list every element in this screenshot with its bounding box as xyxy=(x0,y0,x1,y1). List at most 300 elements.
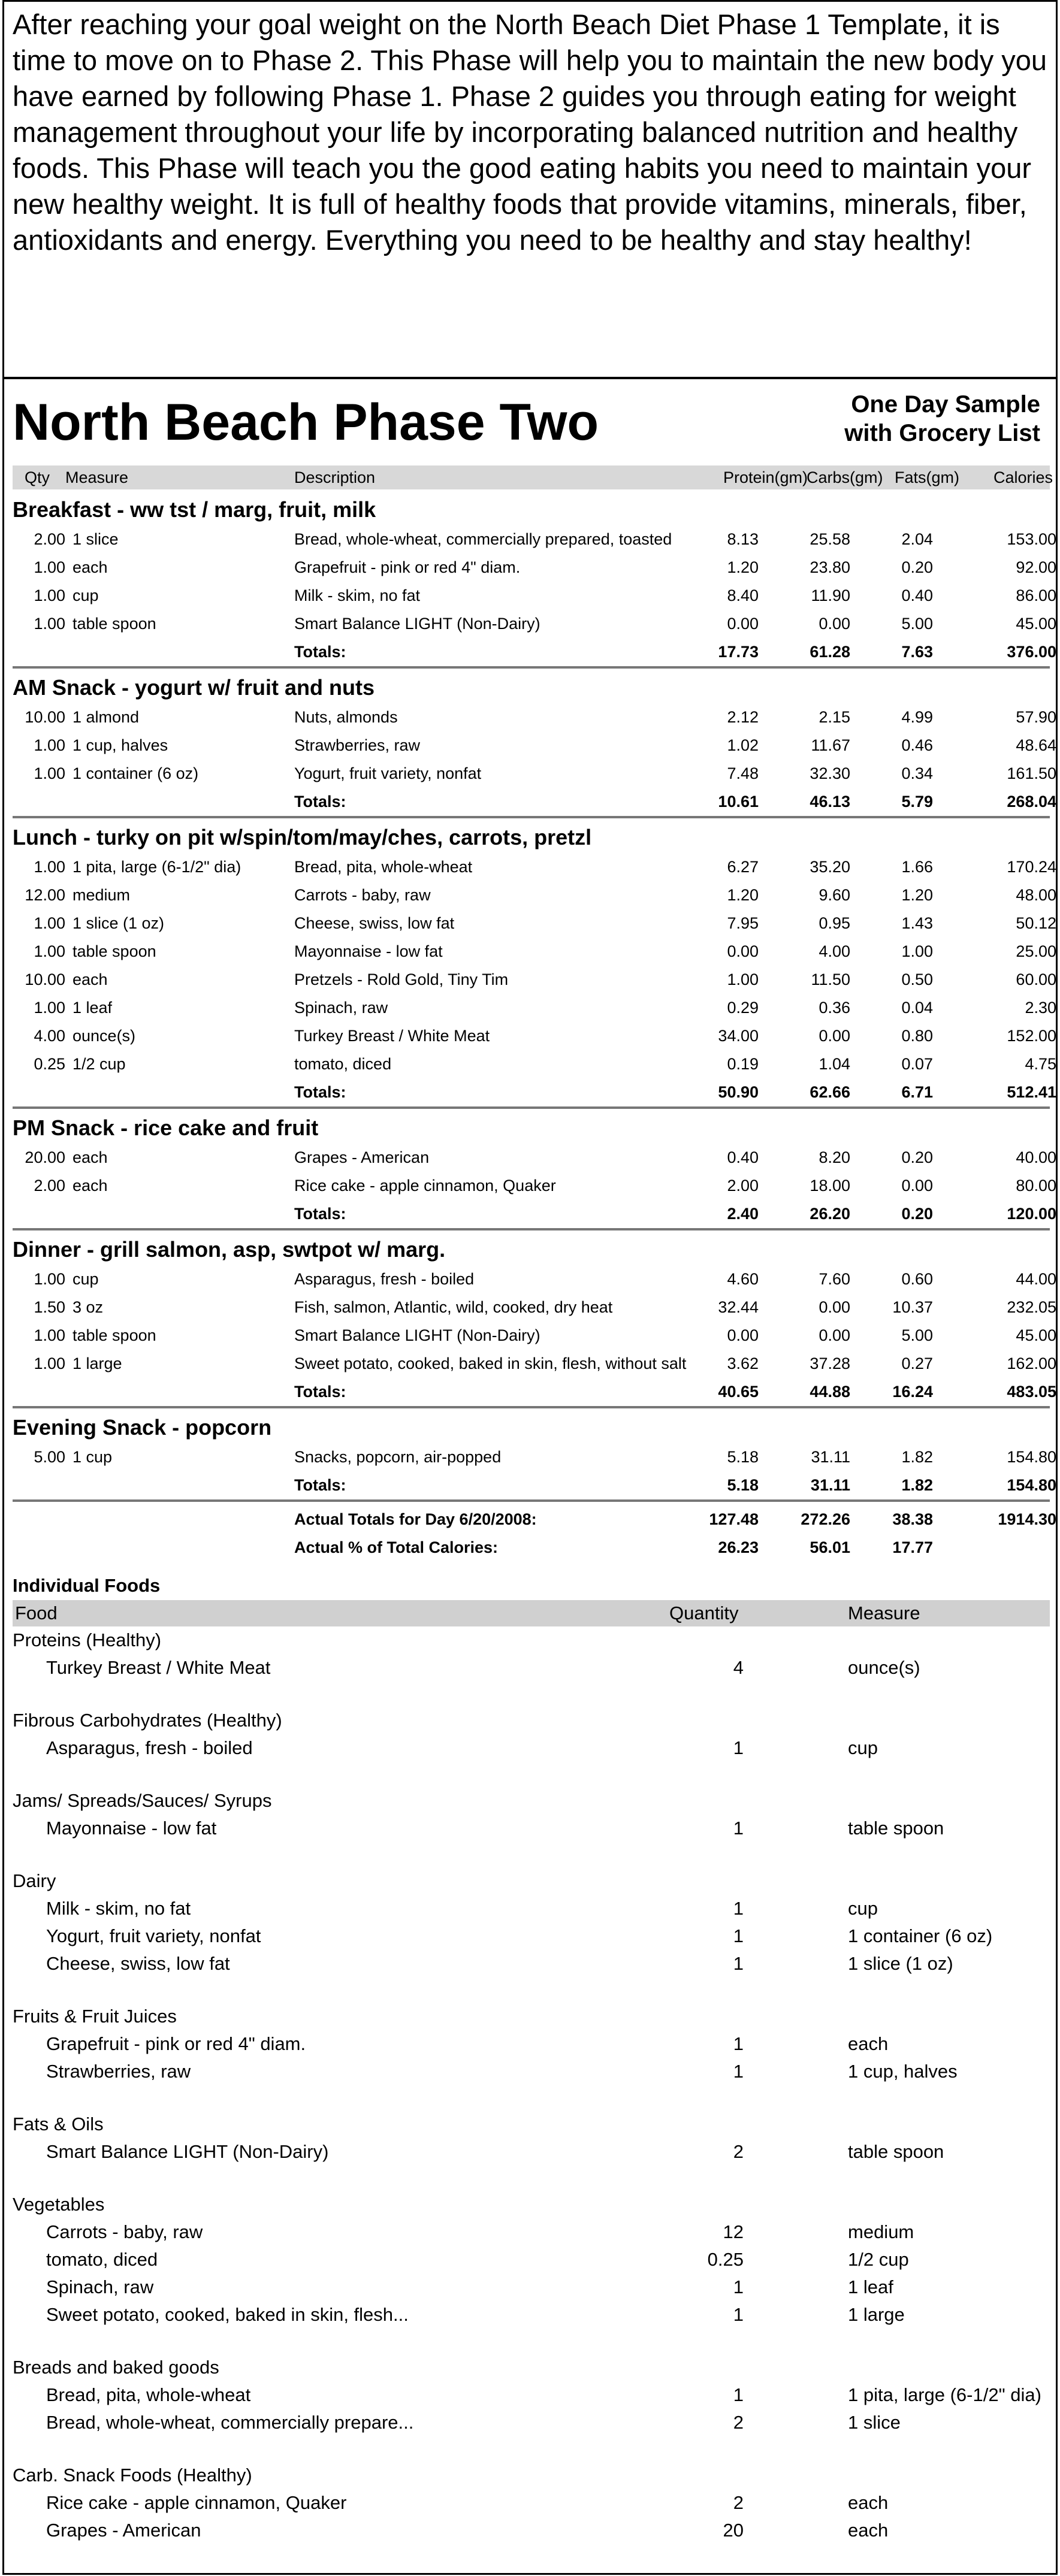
food-name: Bread, pita, whole-wheat xyxy=(46,2384,251,2405)
food-quantity: 2 xyxy=(733,2412,744,2433)
food-name: Smart Balance LIGHT (Non-Dairy) xyxy=(46,2141,329,2162)
food-name: Cheese, swiss, low fat xyxy=(46,1953,230,1974)
qty-cell: 1.00 xyxy=(34,558,65,576)
food-name: Milk - skim, no fat xyxy=(46,1898,191,1919)
calories-cell: 48.64 xyxy=(1016,736,1056,754)
qty-cell: 1.00 xyxy=(34,999,65,1017)
calories-cell: 4.75 xyxy=(1025,1055,1056,1073)
protein-cell: 3.62 xyxy=(727,1354,759,1372)
fats-cell: 0.40 xyxy=(901,586,933,604)
description-cell: Grapes - American xyxy=(294,1148,430,1166)
food-quantity: 2 xyxy=(733,2492,744,2513)
measure-cell: each xyxy=(73,1148,108,1166)
food-name: Bread, whole-wheat, commercially prepare... xyxy=(46,2412,414,2433)
fats-cell: 4.99 xyxy=(901,708,933,726)
foods-col-quantity: Quantity xyxy=(669,1603,739,1623)
meal-section xyxy=(13,494,1056,669)
meal-section xyxy=(13,672,1056,818)
carbs-cell: 11.67 xyxy=(811,736,850,754)
measure-cell: 1 slice xyxy=(73,530,119,548)
description-cell: Smart Balance LIGHT (Non-Dairy) xyxy=(294,1326,540,1344)
fats-cell: 0.46 xyxy=(901,736,933,754)
food-quantity: 1 xyxy=(733,2061,744,2082)
food-name: Mayonnaise - low fat xyxy=(46,1818,217,1839)
carbs-cell: 11.90 xyxy=(811,586,850,604)
carbs-cell: 0.00 xyxy=(819,1326,850,1344)
calories-cell: 25.00 xyxy=(1016,942,1056,960)
carbs-cell: 0.00 xyxy=(819,1298,850,1316)
qty-cell: 1.00 xyxy=(34,914,65,932)
food-item xyxy=(13,1815,1050,1842)
measure-cell: 1/2 cup xyxy=(73,1055,126,1073)
food-item xyxy=(13,2030,1050,2058)
carbs-cell: 18.00 xyxy=(810,1177,850,1195)
fats-cell: 1.20 xyxy=(901,886,933,904)
calories-cell: 44.00 xyxy=(1016,1270,1056,1288)
qty-cell: 10.00 xyxy=(25,970,65,988)
col-qty: Qty xyxy=(25,468,50,486)
food-item xyxy=(13,2058,1050,2085)
food-measure: 1 large xyxy=(848,2304,905,2325)
qty-cell: 1.00 xyxy=(34,615,65,633)
category-gap xyxy=(13,2436,1050,2462)
totals-row xyxy=(13,1471,1056,1499)
food-item xyxy=(13,1734,1050,1762)
totals-row xyxy=(13,1378,1056,1406)
calories-cell: 152.00 xyxy=(1007,1027,1056,1045)
actual-cell: 56.01 xyxy=(810,1538,850,1556)
carbs-total: 26.20 xyxy=(810,1205,850,1223)
calories-cell: 45.00 xyxy=(1016,1326,1056,1344)
measure-cell: table spoon xyxy=(73,615,156,633)
qty-cell: 12.00 xyxy=(25,886,65,904)
carbs-cell: 31.11 xyxy=(811,1448,850,1466)
qty-cell: 2.00 xyxy=(34,1177,65,1195)
table-row xyxy=(13,525,1056,554)
food-quantity: 1 xyxy=(733,2276,744,2297)
food-name: Carrots - baby, raw xyxy=(46,2221,203,2242)
qty-cell: 1.00 xyxy=(34,1326,65,1344)
carbs-cell: 8.20 xyxy=(819,1148,850,1166)
totals-row xyxy=(13,1078,1056,1106)
measure-cell: 1 slice (1 oz) xyxy=(73,914,165,932)
actual-cell: Actual Totals for Day 6/20/2008: xyxy=(294,1510,537,1528)
description-cell: Bread, whole-wheat, commercially prepared, toasted xyxy=(294,530,672,548)
fats-cell: 0.50 xyxy=(901,970,933,988)
totals-label: Totals: xyxy=(294,1205,346,1223)
food-measure: each xyxy=(848,2492,889,2513)
individual-foods xyxy=(13,1571,1050,2544)
description-cell: Pretzels - Rold Gold, Tiny Tim xyxy=(294,970,509,988)
protein-cell: 8.40 xyxy=(727,586,759,604)
food-item xyxy=(13,2138,1050,2166)
food-name: Grapes - American xyxy=(46,2520,201,2541)
totals-label: Totals: xyxy=(294,1383,346,1401)
food-quantity: 4 xyxy=(733,1657,744,1678)
food-category: Carb. Snack Foods (Healthy) xyxy=(13,2465,252,2486)
fats-total: 7.63 xyxy=(901,643,933,661)
intro-paragraph: After reaching your goal weight on the North Beach Diet Phase 1 Template, it is time to move on to Phase 2. This Phase will help you to maintain the new body you have earned by following Phase 1. Phase 2 guides you through eating for weight management throughout your life by incorporating balanced nutrition and healthy foods. This Phase will teach you the good eating habits you need to maintain your new healthy weight. It is full of healthy foods that provide vitamins, minerals, fiber, antioxidants and energy. Everything you need to be healthy and stay healthy! xyxy=(4,2,1056,379)
category-gap xyxy=(13,1762,1050,1787)
measure-cell: 1 almond xyxy=(73,708,140,726)
food-measure: table spoon xyxy=(848,1818,944,1839)
category-gap xyxy=(13,2085,1050,2111)
meal-title: AM Snack - yogurt w/ fruit and nuts xyxy=(13,675,375,700)
protein-cell: 0.19 xyxy=(727,1055,759,1073)
description-cell: Milk - skim, no fat xyxy=(294,586,421,604)
carbs-cell: 11.50 xyxy=(811,970,850,988)
table-row xyxy=(13,582,1056,610)
food-measure: 1 slice (1 oz) xyxy=(848,1953,953,1974)
carbs-total: 61.28 xyxy=(810,643,850,661)
protein-cell: 8.13 xyxy=(727,530,759,548)
fats-cell: 0.00 xyxy=(901,1177,933,1195)
fats-total: 0.20 xyxy=(901,1205,933,1223)
food-item xyxy=(13,1895,1050,1922)
food-measure: 1 leaf xyxy=(848,2276,893,2297)
measure-cell: 3 oz xyxy=(73,1298,104,1316)
food-item xyxy=(13,1950,1050,1978)
calories-total: 376.00 xyxy=(1007,643,1056,661)
description-cell: Strawberries, raw xyxy=(294,736,421,754)
calories-cell: 48.00 xyxy=(1016,886,1056,904)
calories-cell: 170.24 xyxy=(1007,858,1056,876)
food-quantity: 1 xyxy=(733,1818,744,1839)
food-item xyxy=(13,1922,1050,1950)
fats-total: 6.71 xyxy=(901,1083,933,1101)
qty-cell: 1.00 xyxy=(34,1354,65,1372)
fats-cell: 5.00 xyxy=(901,1326,933,1344)
fats-cell: 2.04 xyxy=(901,530,933,548)
description-cell: Rice cake - apple cinnamon, Quaker xyxy=(294,1177,556,1195)
table-row xyxy=(13,1293,1056,1322)
food-item xyxy=(13,2489,1050,2517)
calories-cell: 154.80 xyxy=(1007,1448,1056,1466)
description-cell: Mayonnaise - low fat xyxy=(294,942,443,960)
fats-cell: 1.82 xyxy=(901,1448,933,1466)
foods-col-measure: Measure xyxy=(848,1603,920,1623)
carbs-cell: 4.00 xyxy=(819,942,850,960)
measure-cell: ounce(s) xyxy=(73,1027,136,1045)
totals-row xyxy=(13,638,1056,666)
protein-cell: 2.00 xyxy=(727,1177,759,1195)
food-quantity: 1 xyxy=(733,1737,744,1758)
actual-totals-row xyxy=(13,1505,1056,1534)
protein-cell: 7.48 xyxy=(727,764,759,782)
table-row xyxy=(13,1265,1056,1293)
table-row xyxy=(13,994,1056,1022)
meal-title: Breakfast - ww tst / marg, fruit, milk xyxy=(13,497,376,522)
food-name: Grapefruit - pink or red 4" diam. xyxy=(46,2033,306,2054)
calories-cell: 232.05 xyxy=(1007,1298,1056,1316)
foods-col-food: Food xyxy=(15,1603,58,1623)
table-row xyxy=(13,1144,1056,1172)
table-row xyxy=(13,731,1056,760)
meal-section xyxy=(13,1412,1056,1502)
calories-cell: 45.00 xyxy=(1016,615,1056,633)
protein-total: 5.18 xyxy=(727,1476,759,1494)
carbs-cell: 37.28 xyxy=(810,1354,850,1372)
food-name: Yogurt, fruit variety, nonfat xyxy=(46,1925,261,1946)
category-gap xyxy=(13,1842,1050,1867)
table-row xyxy=(13,1050,1056,1078)
measure-cell: each xyxy=(73,558,108,576)
food-name: Turkey Breast / White Meat xyxy=(46,1657,271,1678)
food-measure: 1 cup, halves xyxy=(848,2061,958,2082)
measure-cell: 1 cup, halves xyxy=(73,736,168,754)
table-row xyxy=(13,703,1056,731)
food-measure: 1 slice xyxy=(848,2412,901,2433)
description-cell: Sweet potato, cooked, baked in skin, flesh, without salt xyxy=(294,1354,687,1372)
qty-cell: 1.50 xyxy=(34,1298,65,1316)
protein-cell: 0.29 xyxy=(727,999,759,1017)
actual-cell: 17.77 xyxy=(892,1538,933,1556)
description-cell: Asparagus, fresh - boiled xyxy=(294,1270,475,1288)
meal-title: Lunch - turky on pit w/spin/tom/may/ches, carrots, pretzl xyxy=(13,825,592,849)
fats-cell: 1.43 xyxy=(901,914,933,932)
calories-cell: 50.12 xyxy=(1016,914,1056,932)
table-row xyxy=(13,966,1056,994)
measure-cell: cup xyxy=(73,586,99,604)
food-name: Rice cake - apple cinnamon, Quaker xyxy=(46,2492,347,2513)
protein-cell: 0.00 xyxy=(727,615,759,633)
protein-cell: 2.12 xyxy=(727,708,759,726)
food-measure: 1/2 cup xyxy=(848,2249,909,2270)
meal-section xyxy=(13,1234,1056,1408)
food-item xyxy=(13,1654,1050,1682)
protein-cell: 1.20 xyxy=(727,558,759,576)
actual-percent-row xyxy=(13,1534,1050,1562)
protein-total: 2.40 xyxy=(727,1205,759,1223)
totals-label: Totals: xyxy=(294,793,346,811)
measure-cell: 1 pita, large (6-1/2" dia) xyxy=(73,858,241,876)
food-category: Dairy xyxy=(13,1870,56,1891)
qty-cell: 1.00 xyxy=(34,858,65,876)
table-row xyxy=(13,1350,1056,1378)
food-quantity: 1 xyxy=(733,1925,744,1946)
table-row xyxy=(13,760,1056,788)
food-name: Spinach, raw xyxy=(46,2276,154,2297)
calories-cell: 80.00 xyxy=(1016,1177,1056,1195)
carbs-total: 44.88 xyxy=(810,1383,850,1401)
calories-total: 512.41 xyxy=(1007,1083,1056,1101)
sample-label xyxy=(844,390,1040,448)
protein-cell: 1.02 xyxy=(727,736,759,754)
totals-label: Totals: xyxy=(294,1083,346,1101)
category-gap xyxy=(13,2329,1050,2354)
page-title: North Beach Phase Two xyxy=(13,394,599,451)
actual-cell: 127.48 xyxy=(709,1510,759,1528)
table-row xyxy=(13,554,1056,582)
qty-cell: 1.00 xyxy=(34,1270,65,1288)
food-quantity: 1 xyxy=(733,2033,744,2054)
actual-cell: Actual % of Total Calories: xyxy=(294,1538,499,1556)
food-item xyxy=(13,2301,1050,2329)
column-header-bar xyxy=(13,465,1053,489)
qty-cell: 1.00 xyxy=(34,764,65,782)
carbs-cell: 25.58 xyxy=(810,530,850,548)
actual-cell: 1914.30 xyxy=(998,1510,1056,1528)
col-calories: Calories xyxy=(993,468,1053,486)
col-carbs: Carbs(gm) xyxy=(807,468,883,486)
measure-cell: 1 container (6 oz) xyxy=(73,764,199,782)
description-cell: tomato, diced xyxy=(294,1055,392,1073)
sample-line-2: with Grocery List xyxy=(844,420,1040,446)
protein-cell: 7.95 xyxy=(727,914,759,932)
description-cell: Smart Balance LIGHT (Non-Dairy) xyxy=(294,615,540,633)
qty-cell: 5.00 xyxy=(34,1448,65,1466)
table-row xyxy=(13,938,1056,966)
protein-cell: 0.40 xyxy=(727,1148,759,1166)
fats-cell: 10.37 xyxy=(892,1298,933,1316)
description-cell: Turkey Breast / White Meat xyxy=(294,1027,490,1045)
measure-cell: 1 leaf xyxy=(73,999,113,1017)
calories-cell: 60.00 xyxy=(1016,970,1056,988)
protein-total: 50.90 xyxy=(718,1083,759,1101)
food-name: Asparagus, fresh - boiled xyxy=(46,1737,253,1758)
carbs-cell: 32.30 xyxy=(810,764,850,782)
header-block xyxy=(4,382,1056,458)
totals-label: Totals: xyxy=(294,1476,346,1494)
food-quantity: 12 xyxy=(723,2221,744,2242)
fats-cell: 0.04 xyxy=(901,999,933,1017)
protein-cell: 6.27 xyxy=(727,858,759,876)
carbs-cell: 0.95 xyxy=(819,914,850,932)
food-category: Jams/ Spreads/Sauces/ Syrups xyxy=(13,1790,272,1811)
carbs-cell: 1.04 xyxy=(819,1055,850,1073)
meal-title: Evening Snack - popcorn xyxy=(13,1415,272,1440)
fats-total: 16.24 xyxy=(892,1383,933,1401)
qty-cell: 1.00 xyxy=(34,586,65,604)
fats-cell: 0.80 xyxy=(901,1027,933,1045)
page xyxy=(2,0,1058,2575)
carbs-total: 31.11 xyxy=(810,1476,850,1494)
carbs-cell: 7.60 xyxy=(819,1270,850,1288)
totals-label: Totals: xyxy=(294,643,346,661)
food-measure: each xyxy=(848,2520,889,2541)
food-measure: medium xyxy=(848,2221,914,2242)
col-description: Description xyxy=(294,468,376,486)
food-item xyxy=(13,2517,1050,2544)
food-category: Fibrous Carbohydrates (Healthy) xyxy=(13,1710,282,1731)
protein-cell: 4.60 xyxy=(727,1270,759,1288)
col-protein: Protein(gm) xyxy=(723,468,808,486)
calories-total: 120.00 xyxy=(1007,1205,1056,1223)
fats-cell: 1.66 xyxy=(901,858,933,876)
fats-total: 5.79 xyxy=(901,793,933,811)
actual-cell: 38.38 xyxy=(892,1510,933,1528)
carbs-cell: 9.60 xyxy=(819,886,850,904)
description-cell: Snacks, popcorn, air-popped xyxy=(294,1448,502,1466)
description-cell: Bread, pita, whole-wheat xyxy=(294,858,473,876)
table-row xyxy=(13,610,1056,638)
food-quantity: 1 xyxy=(733,1898,744,1919)
col-fats: Fats(gm) xyxy=(895,468,959,486)
description-cell: Yogurt, fruit variety, nonfat xyxy=(294,764,482,782)
fats-cell: 0.27 xyxy=(901,1354,933,1372)
measure-cell: table spoon xyxy=(73,942,156,960)
carbs-cell: 2.15 xyxy=(819,708,850,726)
fats-cell: 0.07 xyxy=(901,1055,933,1073)
description-cell: Nuts, almonds xyxy=(294,708,398,726)
meal-title: PM Snack - rice cake and fruit xyxy=(13,1115,319,1140)
measure-cell: each xyxy=(73,970,108,988)
food-measure: table spoon xyxy=(848,2141,944,2162)
totals-row xyxy=(13,788,1056,816)
measure-cell: 1 cup xyxy=(73,1448,113,1466)
category-gap xyxy=(13,1682,1050,1707)
description-cell: Spinach, raw xyxy=(294,999,388,1017)
food-item xyxy=(13,2246,1050,2273)
food-name: tomato, diced xyxy=(46,2249,158,2270)
meal-title: Dinner - grill salmon, asp, swtpot w/ marg. xyxy=(13,1237,446,1262)
actual-cell: 26.23 xyxy=(718,1538,759,1556)
category-gap xyxy=(13,2166,1050,2191)
actual-cell: 272.26 xyxy=(801,1510,850,1528)
col-measure: Measure xyxy=(65,468,129,486)
fats-total: 1.82 xyxy=(901,1476,933,1494)
description-cell: Carrots - baby, raw xyxy=(294,886,431,904)
category-gap xyxy=(13,1978,1050,2003)
food-quantity: 1 xyxy=(733,2304,744,2325)
calories-total: 154.80 xyxy=(1007,1476,1056,1494)
food-category: Vegetables xyxy=(13,2194,105,2215)
carbs-cell: 0.36 xyxy=(819,999,850,1017)
qty-cell: 1.00 xyxy=(34,736,65,754)
food-name: Sweet potato, cooked, baked in skin, flesh... xyxy=(46,2304,409,2325)
qty-cell: 10.00 xyxy=(25,708,65,726)
calories-cell: 57.90 xyxy=(1016,708,1056,726)
table-row xyxy=(13,1443,1056,1471)
carbs-cell: 23.80 xyxy=(810,558,850,576)
food-measure: each xyxy=(848,2033,889,2054)
calories-total: 483.05 xyxy=(1007,1383,1056,1401)
calories-total: 268.04 xyxy=(1007,793,1056,811)
carbs-total: 46.13 xyxy=(810,793,850,811)
calories-cell: 86.00 xyxy=(1016,586,1056,604)
calories-cell: 2.30 xyxy=(1025,999,1056,1017)
food-category: Breads and baked goods xyxy=(13,2357,219,2378)
protein-cell: 0.00 xyxy=(727,1326,759,1344)
carbs-cell: 0.00 xyxy=(819,1027,850,1045)
totals-row xyxy=(13,1200,1056,1228)
measure-cell: cup xyxy=(73,1270,99,1288)
calories-cell: 92.00 xyxy=(1016,558,1056,576)
protein-total: 40.65 xyxy=(718,1383,759,1401)
food-measure: 1 pita, large (6-1/2" dia) xyxy=(848,2384,1041,2405)
food-measure: 1 container (6 oz) xyxy=(848,1925,993,1946)
protein-cell: 34.00 xyxy=(718,1027,759,1045)
meal-section xyxy=(13,1112,1056,1230)
fats-cell: 0.34 xyxy=(901,764,933,782)
food-measure: ounce(s) xyxy=(848,1657,920,1678)
protein-total: 17.73 xyxy=(718,643,759,661)
food-category: Fats & Oils xyxy=(13,2114,104,2134)
meal-section xyxy=(13,822,1056,1109)
qty-cell: 20.00 xyxy=(25,1148,65,1166)
fats-cell: 0.20 xyxy=(901,558,933,576)
calories-cell: 161.50 xyxy=(1007,764,1056,782)
protein-cell: 1.00 xyxy=(727,970,759,988)
qty-cell: 4.00 xyxy=(34,1027,65,1045)
table-row xyxy=(13,909,1056,938)
sample-line-1: One Day Sample xyxy=(851,391,1040,418)
calories-cell: 153.00 xyxy=(1007,530,1056,548)
table-row xyxy=(13,853,1056,881)
protein-cell: 32.44 xyxy=(718,1298,759,1316)
protein-cell: 0.00 xyxy=(727,942,759,960)
description-cell: Cheese, swiss, low fat xyxy=(294,914,455,932)
